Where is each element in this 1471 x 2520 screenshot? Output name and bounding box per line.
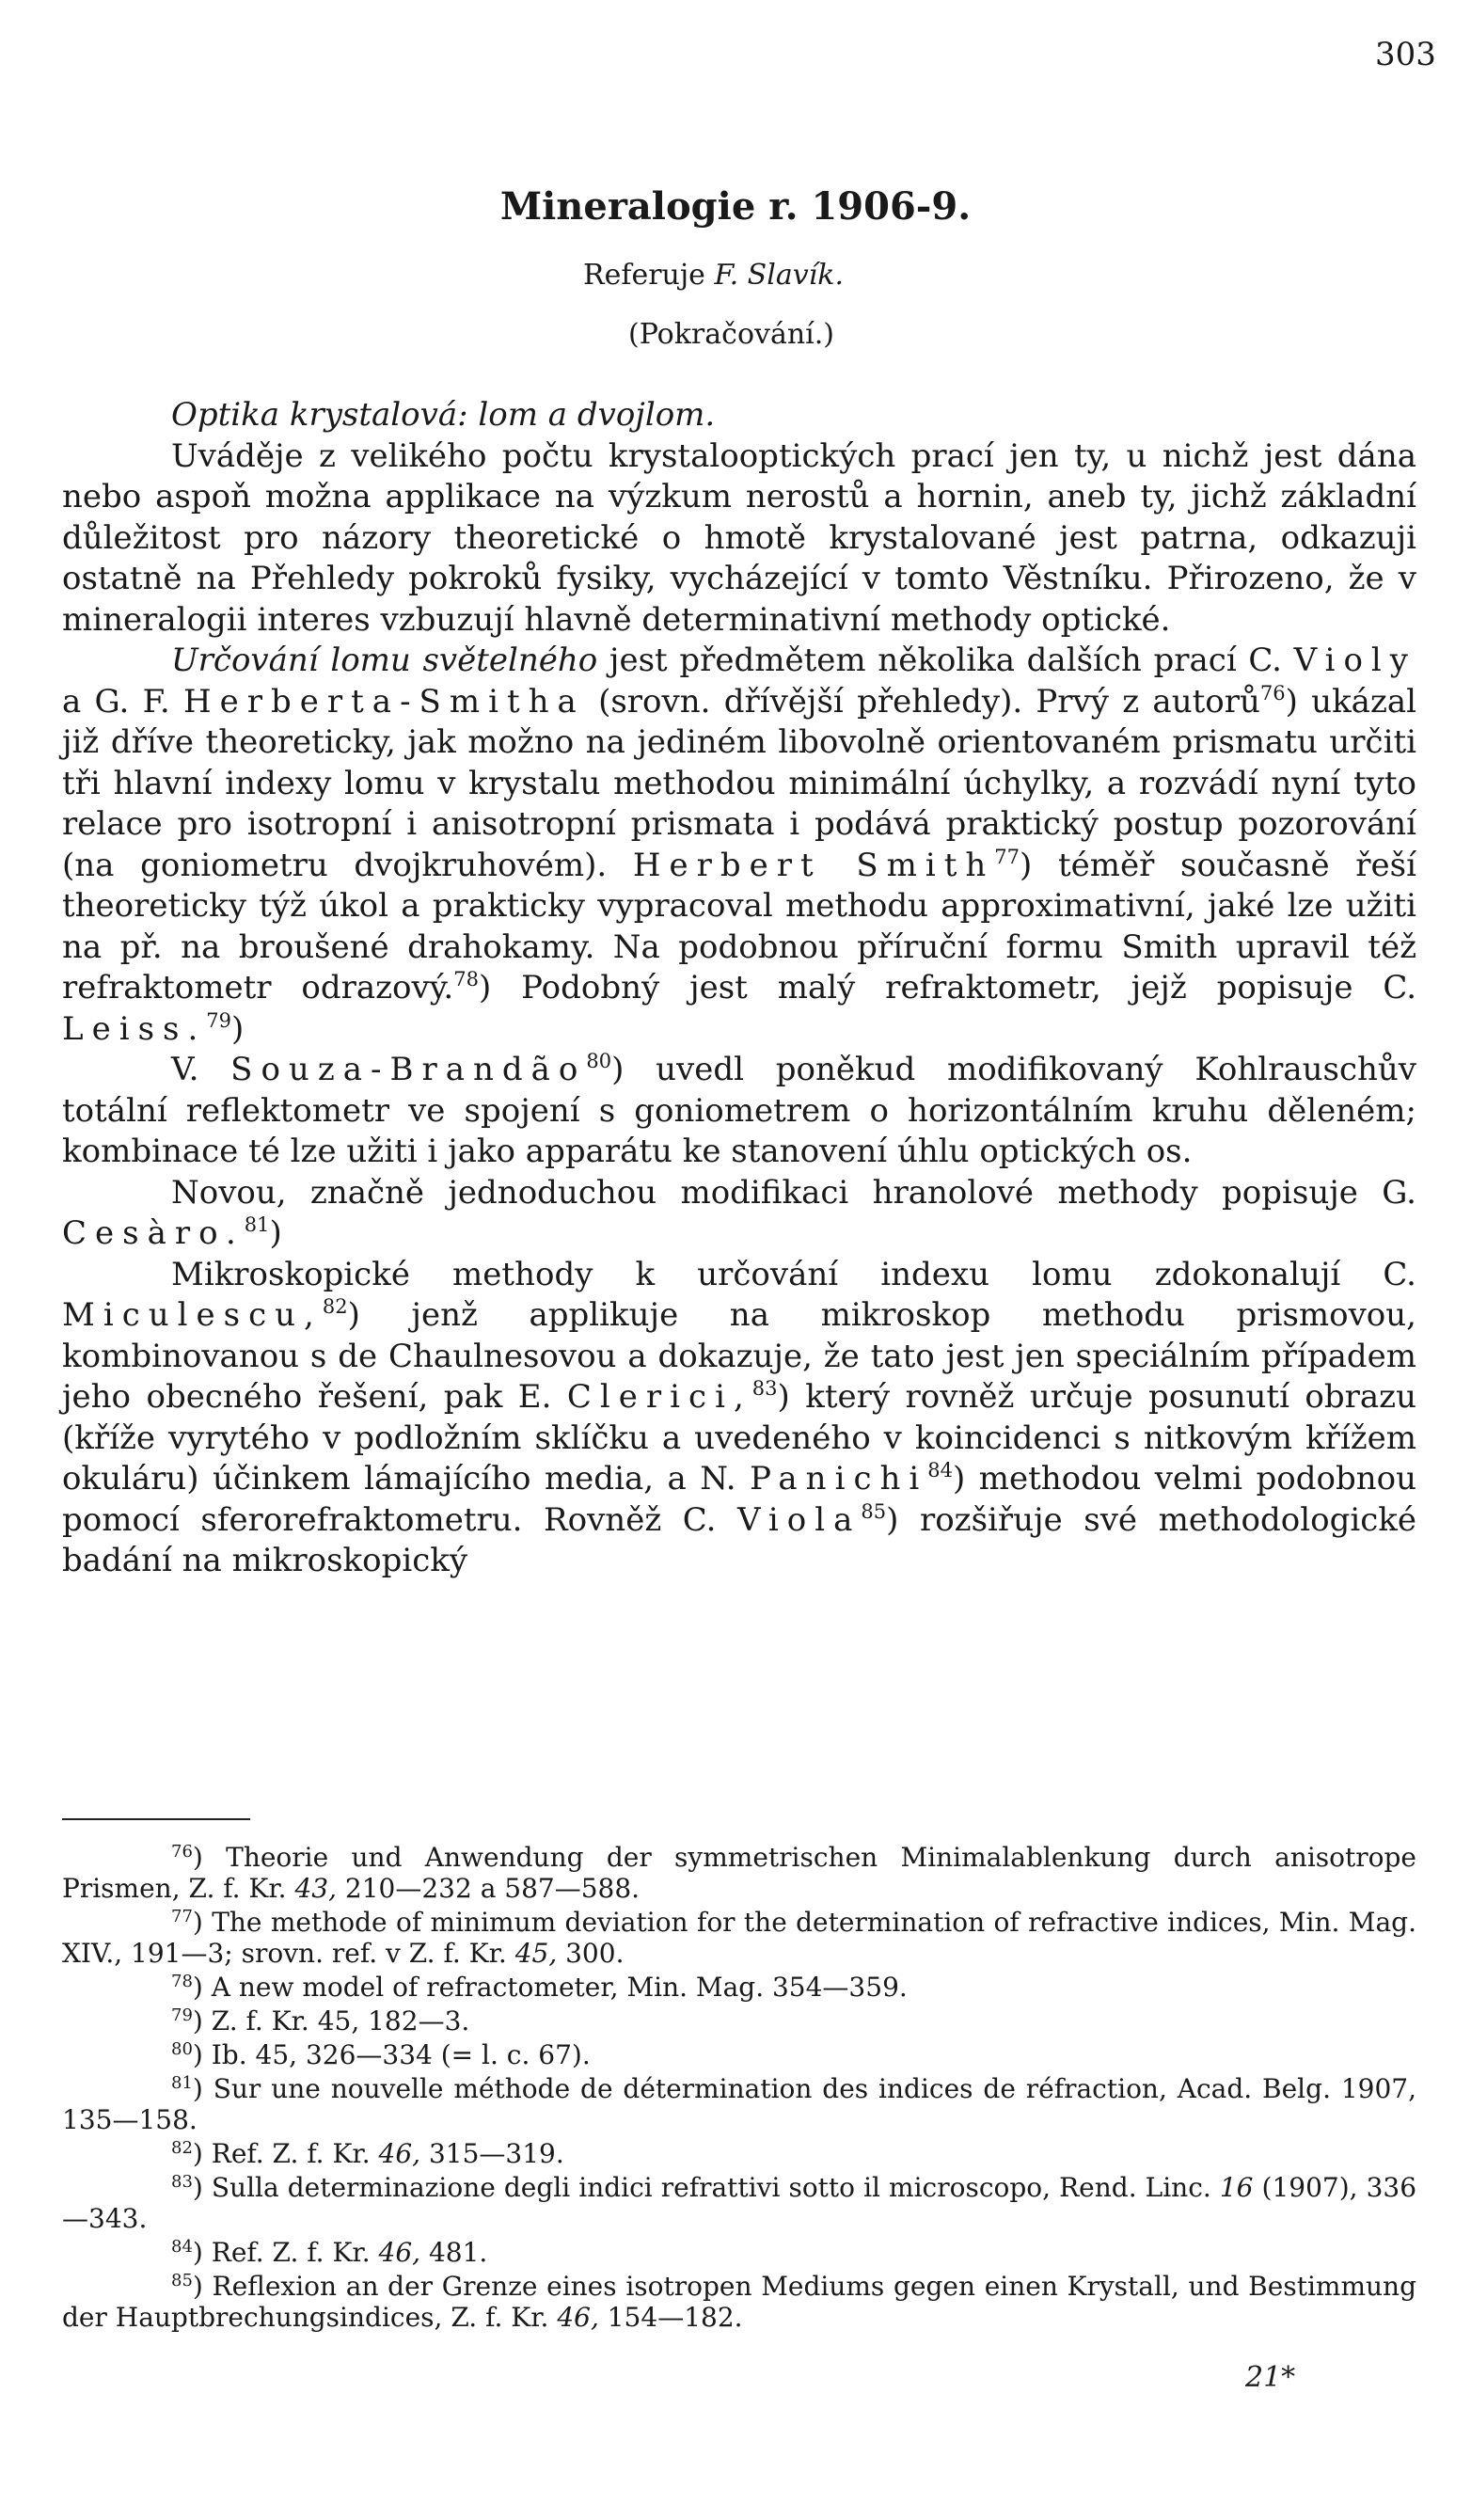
footnote-text: 43,: [294, 1873, 337, 1904]
footnote-paren: ): [192, 2005, 212, 2037]
footnote-paren: ): [192, 2237, 212, 2268]
author-name: Cesàro.: [62, 1214, 245, 1252]
footnotes: [62, 1842, 1416, 2336]
footnote-number: 83: [171, 2172, 193, 2192]
footnote-number: 77: [171, 1907, 193, 1926]
footnote-number: 78: [171, 1972, 193, 1991]
author-name: Souza-Brandão: [230, 1051, 587, 1088]
topic-lead: Určování lomu světelného: [171, 642, 598, 679]
footnote-paren: ): [192, 1907, 213, 1938]
footnote-number: 84: [171, 2237, 193, 2257]
footnote-paren: ): [192, 1842, 227, 1873]
text-run: ) jenž applikuje na mikroskop methodu prismovou, kombinovanou s de Chaulnesovou a dokazuje, že tato jest jen speciálním případem jeho obecného řešení, pak E.: [62, 1296, 1416, 1416]
footnote-ref: 84: [927, 1459, 954, 1482]
footnote-text: 210—232 a 587—588.: [337, 1873, 641, 1904]
footnote-ref: 77: [994, 845, 1020, 868]
footnote-85: [62, 2271, 1416, 2333]
footnote-ref: 85: [861, 1499, 887, 1523]
text-run: ) téměř současně řeší theoreticky týž úkol a prakticky vypracoval methodu approximativní, jaké lze užiti na př. na broušené drahokamy. Na podobnou příruční formu Smith upravil též refraktometr odrazový.: [62, 846, 1416, 1006]
footnote-text: Ref. Z. f. Kr.: [211, 2237, 379, 2268]
footnote-ref: 80: [586, 1050, 612, 1072]
paragraph-souza-brandao: [62, 1050, 1416, 1173]
footnote-paren: ): [192, 1972, 212, 2003]
footnote-ref: 76: [1259, 681, 1286, 705]
footnote-paren: ): [192, 2138, 212, 2169]
author-name: Panichi: [750, 1460, 928, 1498]
footnote-text: 154—182.: [598, 2302, 743, 2333]
continued-note: (Pokračování.): [628, 318, 834, 351]
footnote-text: 16: [1219, 2172, 1254, 2203]
article-title: Mineralogie r. 1906-9.: [499, 184, 972, 229]
author-name: Clerici,: [566, 1378, 752, 1416]
footnote-79: [62, 2005, 1416, 2037]
footnote-text: Z. f. Kr. 45, 182—3.: [211, 2005, 470, 2037]
footnote-paren: ): [192, 2073, 214, 2104]
footnote-text: Reflexion an der Grenze eines isotropen Mediums gegen einen Krystall, und Bestimmung der Hauptbrechungsindices, Z. f. Kr.: [62, 2271, 1416, 2333]
author-name: Herberta-Smitha: [182, 682, 585, 721]
footnote-number: 76: [171, 1842, 193, 1862]
article-body: [62, 395, 1416, 1582]
footnote-divider: [62, 1818, 250, 1820]
footnote-number: 85: [171, 2271, 193, 2290]
footnote-text: 46,: [378, 2138, 421, 2169]
paragraph-refraction: [62, 641, 1416, 1050]
footnote-text: 45,: [514, 1938, 558, 1969]
text-run: ): [231, 1009, 245, 1048]
text-run: ) který rovněž určuje posunutí obrazu (kříže vyrytého v podložním sklíčku a uvedeného v koincidenci s nitkovým křížem okuláru) účinkem lámajícího media, a N.: [62, 1378, 1416, 1498]
byline: [583, 259, 844, 292]
footnote-number: 81: [171, 2073, 193, 2093]
text-run: ) Podobný jest malý refraktometr, jejž popisuje C.: [478, 969, 1416, 1006]
byline-prefix: Referuje: [583, 259, 705, 292]
section-heading: Optika krystalová: lom a dvojlom.: [171, 396, 716, 434]
footnote-ref: 83: [751, 1377, 778, 1400]
footnote-ref: 79: [206, 1008, 232, 1032]
paragraph-cesaro: [62, 1173, 1416, 1255]
footnote-text: (1907), 336—343.: [62, 2172, 1417, 2234]
footnote-text: 46,: [557, 2302, 599, 2333]
footnote-ref: 78: [453, 968, 479, 991]
footnote-paren: ): [192, 2271, 213, 2302]
footnote-paren: ): [192, 2172, 212, 2203]
author-name: Violy: [1293, 642, 1416, 679]
text-run: ): [269, 1214, 282, 1252]
footnote-81: [62, 2073, 1416, 2135]
footnote-text: 481.: [420, 2237, 488, 2268]
footnote-number: 80: [171, 2039, 193, 2059]
byline-author: F. Slavík.: [714, 259, 844, 292]
footnote-text: Theorie und Anwendung der symmetrischen Minimalablenkung durch anisotrope Prismen, Z. f. Kr.: [62, 1842, 1416, 1904]
footnote-text: The methode of minimum deviation for the determination of refractive indices, Min. Mag. XIV., 191—3; srovn. ref. v Z. f. Kr.: [62, 1907, 1416, 1969]
footnote-82: [62, 2138, 1416, 2169]
page-number: 303: [1375, 36, 1436, 73]
footnote-text: Sur une nouvelle méthode de détermination des indices de réfraction, Acad. Belg. 1907, 135—158.: [62, 2073, 1417, 2135]
footnote-paren: ): [192, 2039, 212, 2070]
signature-mark: 21*: [1245, 2361, 1296, 2394]
footnote-76: [62, 1842, 1416, 1904]
footnote-text: A new model of refractometer, Min. Mag. 354—359.: [211, 1972, 908, 2003]
paragraph-microscopic: [62, 1255, 1416, 1582]
footnote-80: [62, 2039, 1416, 2070]
author-name: Miculescu,: [62, 1296, 323, 1334]
text-run: ) methodou velmi podobnou pomocí sferorefraktometru. Rovněž C.: [62, 1460, 1417, 1539]
footnote-text: Ref. Z. f. Kr.: [211, 2138, 379, 2169]
author-name: Viola: [736, 1500, 862, 1539]
footnote-77: [62, 1907, 1416, 1969]
text-run: Mikroskopické methody k určování indexu lomu zdokonalují C.: [171, 1255, 1416, 1293]
text-run: ) uvedl poněkud modifikovaný Kohlrauschův totální reflektometr ve spojení s goniometrem o horizontálním kruhu děleném; kombinace té lze užiti i jako apparátu ke stanovení úhlu optických os.: [62, 1051, 1417, 1170]
footnote-number: 82: [171, 2138, 193, 2158]
footnote-number: 79: [171, 2005, 193, 2025]
footnote-text: 300.: [557, 1938, 625, 1969]
footnote-text: Ib. 45, 326—334 (= l. c. 67).: [211, 2039, 591, 2070]
footnote-text: 315—319.: [420, 2138, 564, 2169]
paragraph-intro: Uváděje z velikého počtu krystalooptických prací jen ty, u nichž jest dána nebo aspoň možna applikace na výzkum nerostů a hornin, aneb ty, jichž základní důležitost pro názory theoretické o hmotě krystalované jest patrna, odkazuji ostatně na Přehledy pokroků fysiky, vycházející v tomto Věstníku. Přirozeno, že v mineralogii interes vzbuzují hlavně determinativní methody optické.: [62, 436, 1416, 639]
footnote-84: [62, 2237, 1416, 2268]
footnote-ref: 81: [244, 1213, 270, 1236]
text-run: Novou, značně jednoduchou modifikaci hranolové methody popisuje G.: [171, 1173, 1416, 1212]
footnote-text: 46,: [378, 2237, 421, 2268]
footnote-83: [62, 2172, 1416, 2234]
footnote-78: [62, 1972, 1416, 2003]
text-run: ) rozšiřuje své methodologické badání na mikroskopický: [62, 1500, 1416, 1579]
footnote-text: Sulla determinazione degli indici refrattivi sotto il microscopo, Rend. Linc.: [211, 2172, 1220, 2203]
text-run: (srovn. dřívější přehledy). Prvý z autorů: [584, 682, 1260, 721]
footnote-ref: 82: [322, 1295, 348, 1318]
text-run: ) ukázal již dříve theoreticky, jak možno na jediném libovolně orientovaném prismatu určiti tři hlavní indexy lomu v krystalu methodou minimální úchylky, a rozvádí nyní tyto relace pro isotropní i anisotropní prismata i podává praktický postup pozorování (na goniometru dvojkruhovém).: [62, 682, 1416, 884]
text-run: a G. F.: [62, 682, 183, 721]
author-name: Herbert Smith: [632, 846, 995, 884]
text-run: jest předmětem několika dalších prací C.: [597, 642, 1294, 679]
author-name: Leiss.: [62, 1009, 207, 1048]
text-run: V.: [171, 1051, 231, 1088]
